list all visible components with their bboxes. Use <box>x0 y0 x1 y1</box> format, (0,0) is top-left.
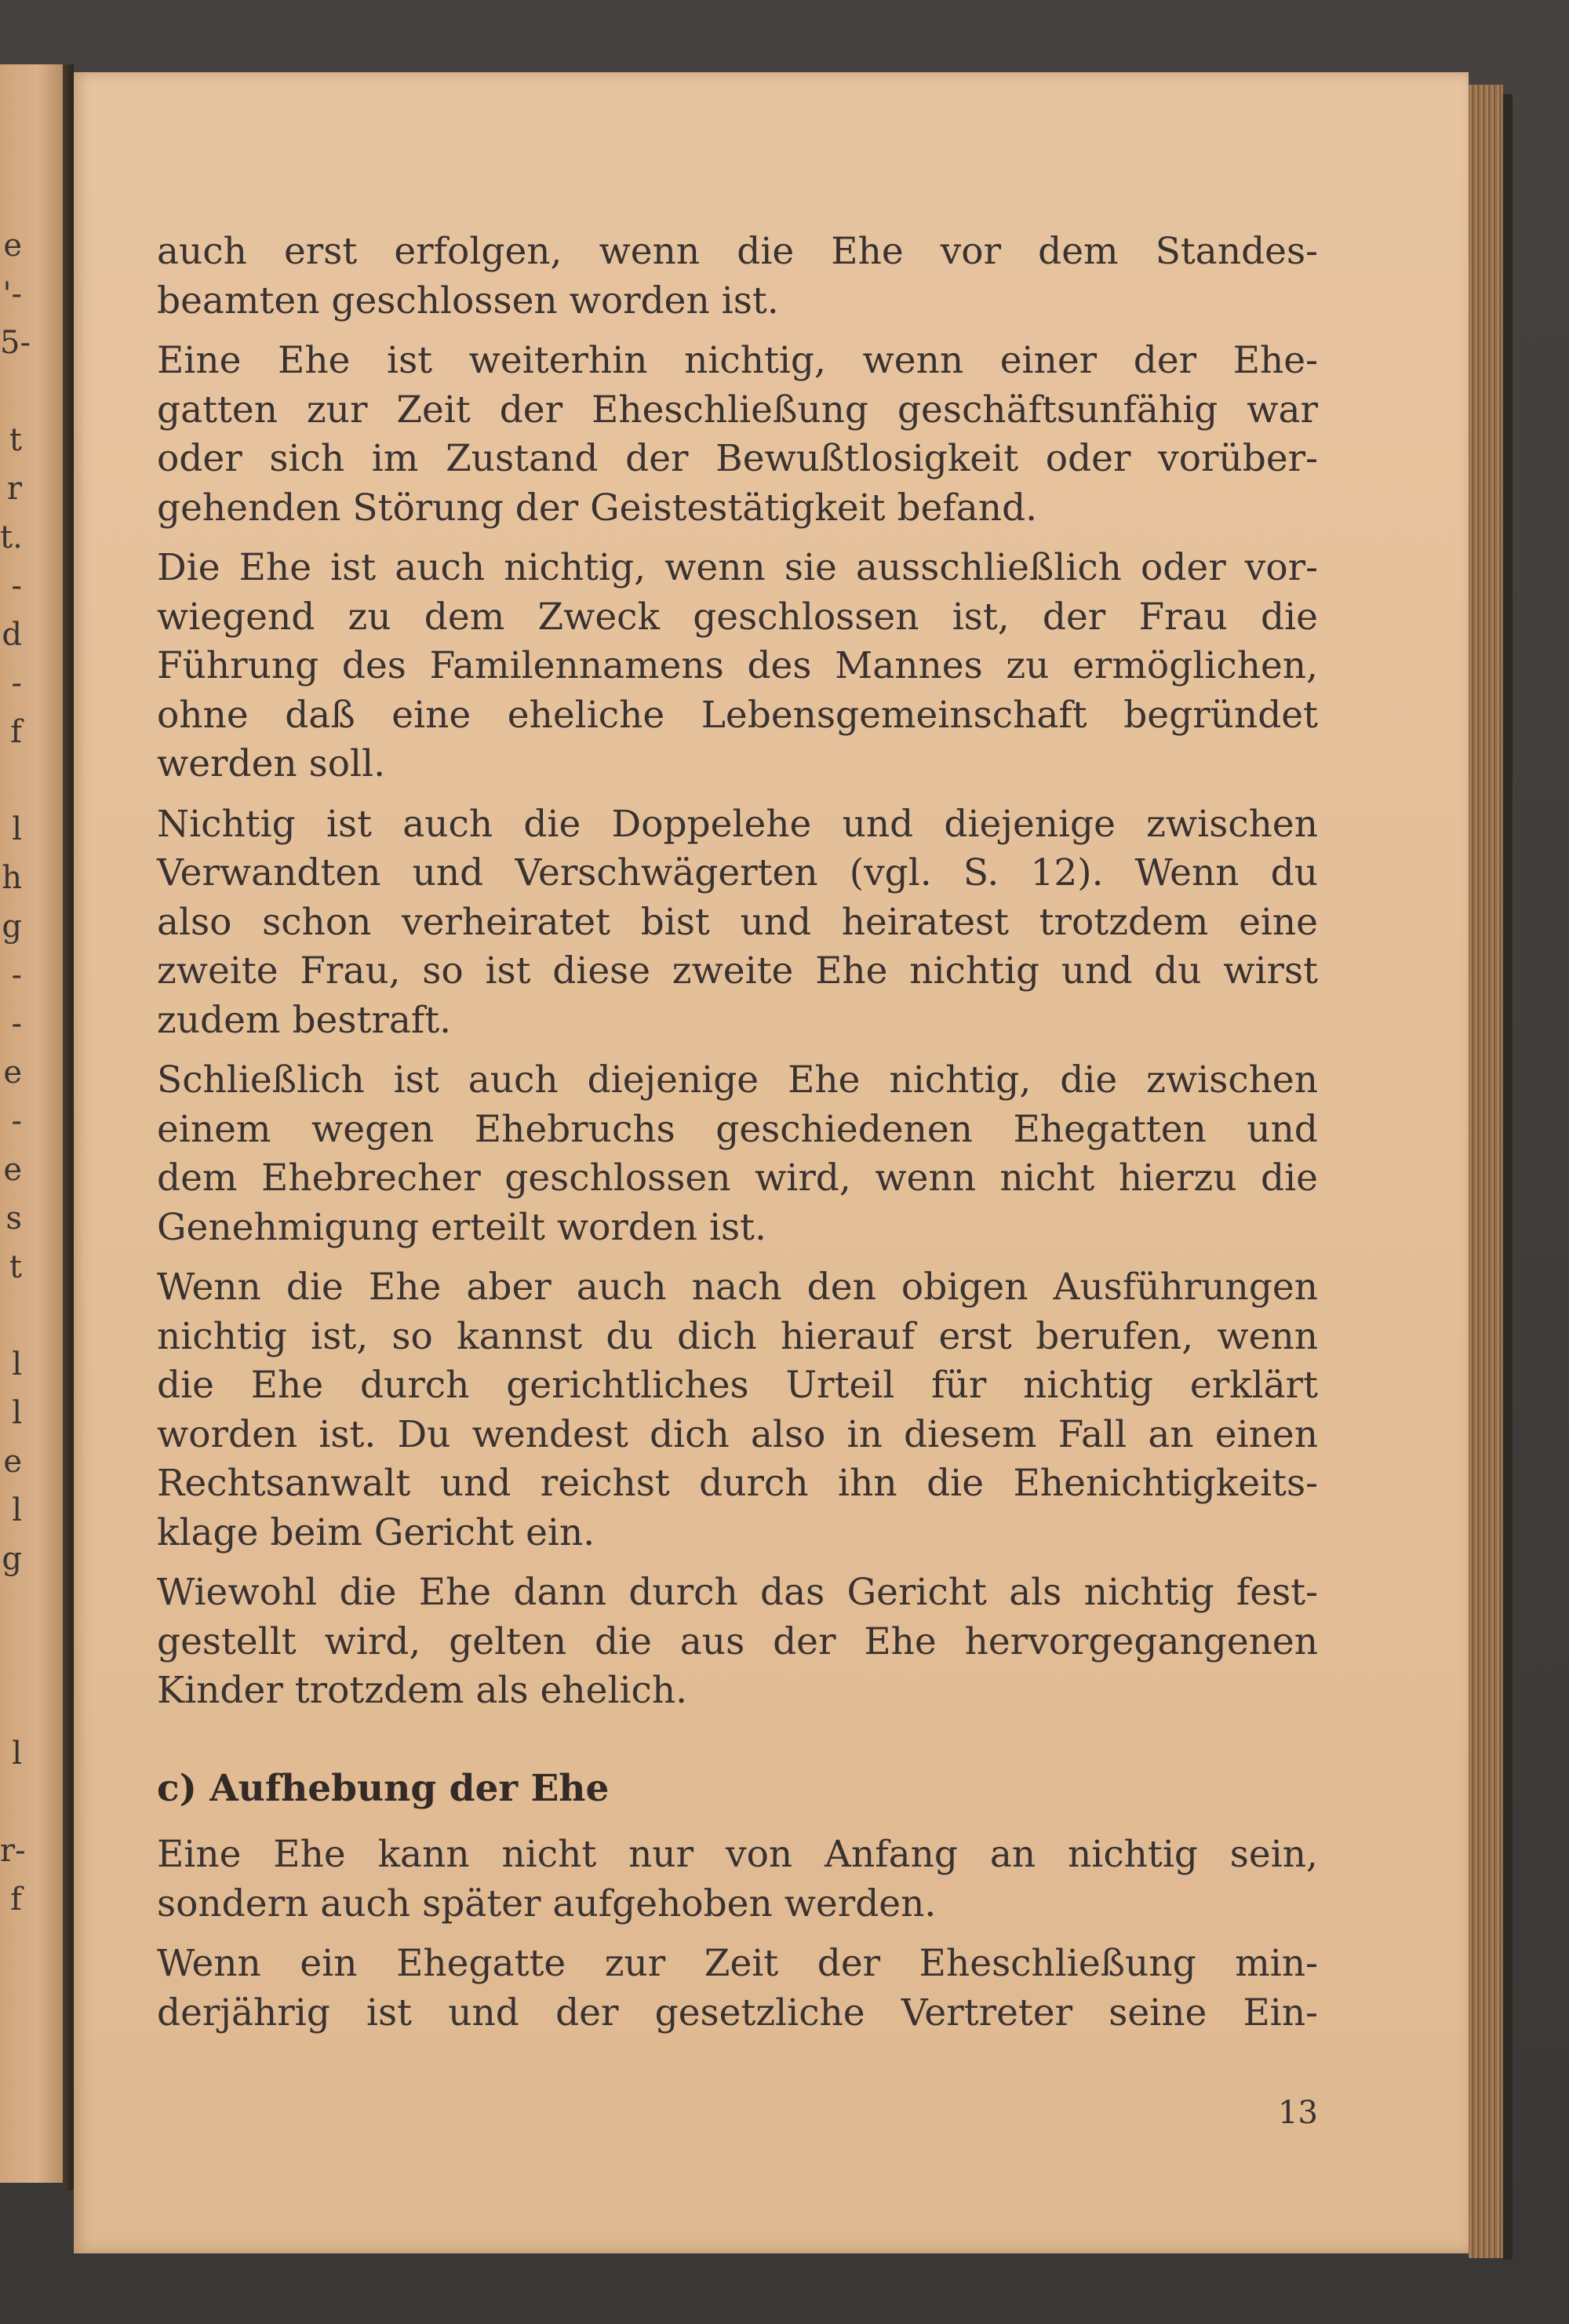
left-fragment: l <box>12 811 22 847</box>
left-fragment: l <box>12 1395 22 1431</box>
page-stack-edge <box>1469 85 1503 2258</box>
paragraph <box>157 1568 1318 1716</box>
left-fragment: - <box>11 957 22 993</box>
left-fragment <box>0 1632 22 1681</box>
text-line: die Ehe durch gerichtliches Urteil für nichtig erklärt <box>157 1364 1318 1407</box>
text-line: worden ist. Du wendest dich also in diesem Fall an einen <box>157 1412 1318 1456</box>
paragraph-group <box>157 228 1318 1716</box>
left-fragment: l <box>12 1492 22 1528</box>
text-line: Die Ehe ist auch nichtig, wenn sie ausschließlich oder vor- <box>157 546 1318 589</box>
left-fragment <box>0 367 22 416</box>
left-fragment: e <box>3 228 22 264</box>
left-fragment: t <box>9 422 22 458</box>
text-line: nichtig ist, so kannst du dich hierauf erst berufen, wenn <box>157 1314 1318 1358</box>
left-fragment: l <box>12 1736 22 1772</box>
left-fragment <box>0 1291 22 1340</box>
text-line: auch erst erfolgen, wenn die Ehe vor dem Standes- <box>157 230 1318 273</box>
paragraph <box>157 544 1318 789</box>
paragraph <box>157 1056 1318 1252</box>
left-fragment: h <box>2 860 22 896</box>
text-line: Schließlich ist auch diejenige Ehe nichtig, die zwischen <box>157 1058 1318 1102</box>
page-text <box>157 228 1318 2049</box>
left-fragment <box>0 1778 22 1827</box>
left-fragment: d <box>2 617 22 653</box>
left-fragment: t <box>9 1249 22 1285</box>
section-heading: c) Aufhebung der Ehe <box>157 1766 610 1810</box>
book-cover-edge <box>1503 94 1513 2260</box>
left-fragment: g <box>2 909 22 945</box>
text-line: gehenden Störung der Geistestätigkeit befand. <box>157 486 1038 530</box>
text-line: derjährig ist und der gesetzliche Vertreter seine Ein- <box>157 1991 1318 2034</box>
left-fragment: e <box>3 1444 22 1480</box>
paragraph <box>157 228 1318 326</box>
paragraph <box>157 1940 1318 2038</box>
left-fragment: t. <box>0 519 23 556</box>
text-line: sondern auch später aufgehoben werden. <box>157 1881 937 1925</box>
left-fragment: 5- <box>0 325 31 361</box>
text-line: klage beim Gericht ein. <box>157 1510 595 1554</box>
left-fragment: f <box>10 714 22 750</box>
text-line: Genehmigung erteilt worden ist. <box>157 1205 766 1249</box>
left-fragment: r <box>6 471 22 507</box>
text-line: also schon verheiratet bist und heiratest trotzdem eine <box>157 900 1318 944</box>
page-number: 13 <box>1278 2095 1318 2131</box>
text-line: zudem bestraft. <box>157 998 452 1042</box>
text-line: Eine Ehe ist weiterhin nichtig, wenn einer der Ehe- <box>157 339 1318 382</box>
text-line: werden soll. <box>157 742 386 785</box>
left-fragment: - <box>11 1006 22 1042</box>
text-line: Wiewohl die Ehe dann durch das Gericht als nichtig fest- <box>157 1571 1318 1614</box>
text-line: beamten geschlossen worden ist. <box>157 279 779 322</box>
text-line: oder sich im Zustand der Bewußtlosigkeit oder vorüber- <box>157 437 1318 480</box>
text-line: Eine Ehe kann nicht nur von Anfang an nichtig sein, <box>157 1833 1318 1876</box>
left-page-text-fragments <box>0 221 31 1924</box>
text-line: Wenn die Ehe aber auch nach den obigen Ausführungen <box>157 1266 1318 1309</box>
left-fragment <box>0 756 22 805</box>
left-fragment: l <box>12 1346 22 1382</box>
left-fragment: e <box>3 1055 22 1091</box>
left-fragment: - <box>11 665 22 701</box>
paragraph <box>157 1263 1318 1557</box>
text-line: Kinder trotzdem als ehelich. <box>157 1669 688 1712</box>
left-fragment: - <box>11 1103 22 1139</box>
text-line: Wenn ein Ehegatte zur Zeit der Eheschließung min- <box>157 1942 1318 1985</box>
book-gutter <box>63 64 74 2191</box>
text-line: zweite Frau, so ist diese zweite Ehe nichtig und du wirst <box>157 949 1318 993</box>
text-line: gestellt wird, gelten die aus der Ehe hervorgegangenen <box>157 1619 1318 1663</box>
section-paragraph-group <box>157 1830 1318 2038</box>
left-fragment: - <box>11 568 22 604</box>
left-fragment: r- <box>0 1833 26 1869</box>
text-line: ohne daß eine eheliche Lebensgemeinschaft begründet <box>157 693 1318 737</box>
left-fragment: s <box>5 1200 22 1237</box>
text-line: einem wegen Ehebruchs geschiedenen Ehegatten und <box>157 1107 1318 1151</box>
left-fragment: e <box>3 1152 22 1188</box>
left-fragment <box>0 1681 22 1729</box>
text-line: Rechtsanwalt und reichst durch ihn die Ehenichtigkeits- <box>157 1462 1318 1505</box>
left-fragment: '- <box>2 276 22 312</box>
text-line: Nichtig ist auch die Doppelehe und diejenige zwischen <box>157 802 1318 846</box>
left-fragment: g <box>2 1541 22 1577</box>
left-fragment: f <box>10 1881 22 1918</box>
text-line: gatten zur Zeit der Eheschließung geschäftsunfähig war <box>157 388 1318 432</box>
paragraph <box>157 1830 1318 1929</box>
paragraph <box>157 800 1318 1046</box>
left-fragment <box>0 1583 22 1632</box>
text-line: wiegend zu dem Zweck geschlossen ist, der Frau die <box>157 595 1318 639</box>
paragraph <box>157 337 1318 533</box>
text-line: Verwandten und Verschwägerten (vgl. S. 12). Wenn du <box>157 851 1318 894</box>
text-line: dem Ehebrecher geschlossen wird, wenn nicht hierzu die <box>157 1157 1318 1200</box>
text-line: Führung des Familennamens des Mannes zu ermöglichen, <box>157 644 1318 687</box>
